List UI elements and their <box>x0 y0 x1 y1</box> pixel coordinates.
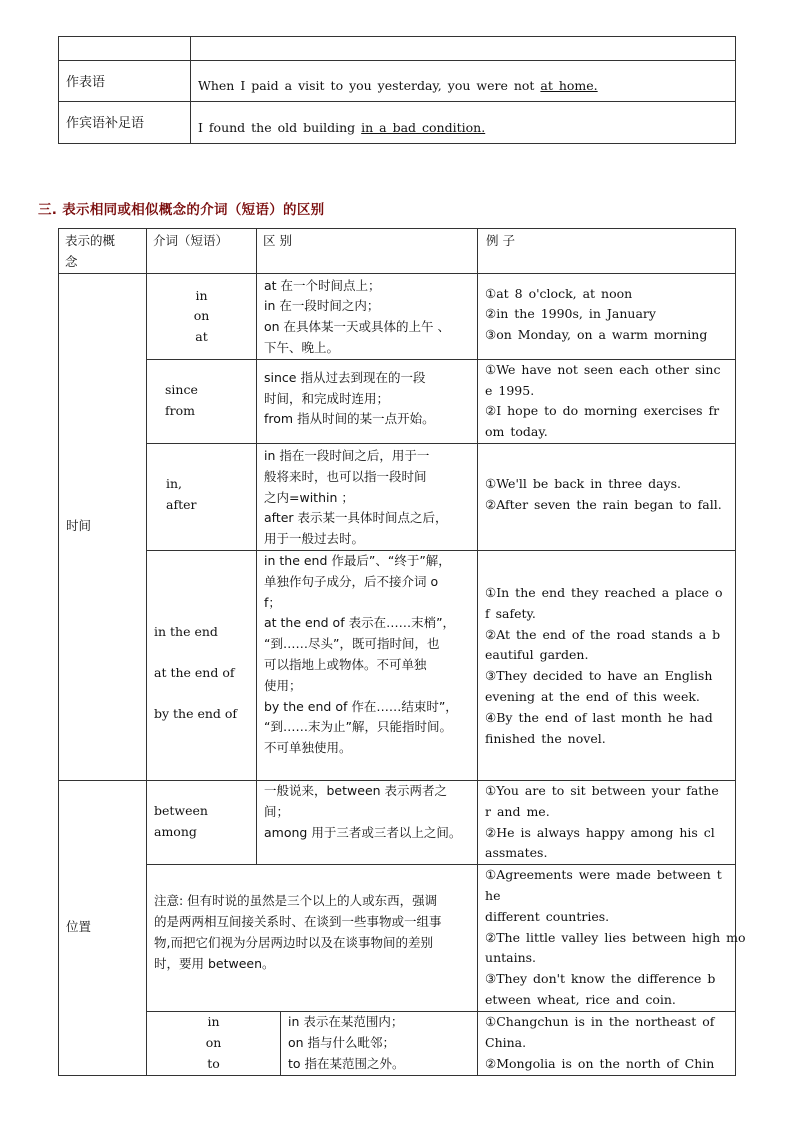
difference-line: in the end 作最后”、“终于”解， <box>264 552 451 568</box>
preposition-cell <box>147 273 257 359</box>
table-row <box>59 865 736 1012</box>
difference-cell <box>257 780 478 864</box>
concept-time: 时间 <box>59 273 147 780</box>
example-line: ②in the 1990s, in January <box>485 306 656 322</box>
usage-example-cell <box>191 37 736 61</box>
example-line: ②After seven the rain began to fall. <box>485 496 722 512</box>
difference-line: “到……尽头”，既可指时间，也 <box>264 636 440 652</box>
table-row <box>59 359 736 443</box>
preposition: in, <box>166 475 183 491</box>
header-concept-line: 念 <box>65 253 78 269</box>
difference-line: 不可单独使用。 <box>264 740 352 756</box>
example-underlined: at home. <box>540 78 598 94</box>
preposition-cell <box>147 359 257 443</box>
difference-cell <box>257 550 478 780</box>
preposition: between <box>154 802 208 818</box>
difference-line: from 指从时间的某一点开始。 <box>264 411 435 427</box>
preposition: from <box>165 402 195 418</box>
header-difference: 区 别 <box>257 229 478 274</box>
example-cell <box>478 550 736 780</box>
example-line: ③They decided to have an English <box>485 668 713 684</box>
difference-line: in 在一段时间之内； <box>264 298 380 314</box>
example-cell <box>478 443 736 550</box>
difference-line: 间； <box>264 803 290 819</box>
difference-cell <box>257 443 478 550</box>
difference-line: by the end of 作在……结束时”， <box>264 698 458 714</box>
example-line: ①Changchun is in the northeast of <box>485 1014 715 1030</box>
header-example: 例 子 <box>478 229 736 274</box>
difference-line: 般将来时，也可以指一段时间 <box>264 468 427 484</box>
difference-line: 之内=within ； <box>264 489 354 505</box>
difference-line: 可以指地上或物体。不可单独 <box>264 656 427 672</box>
preposition: since <box>165 381 198 397</box>
usage-example <box>191 102 736 144</box>
note-line: 的是两两相互间接关系时、在谈到一些事物或一组事 <box>154 913 442 929</box>
example-line: ②I hope to do morning exercises fr <box>485 403 720 419</box>
difference-line: on 指与什么毗邻； <box>288 1034 396 1050</box>
difference-line: 用于一般过去时。 <box>264 531 365 547</box>
example-underlined: in a bad condition. <box>361 120 486 136</box>
difference-line: at 在一个时间点上； <box>264 277 381 293</box>
usage-label: 作宾语补足语 <box>59 102 191 144</box>
example-line: etween wheat, rice and coin. <box>485 991 676 1007</box>
example-line: ①You are to sit between your fathe <box>485 782 719 798</box>
example-line: China. <box>485 1034 527 1050</box>
example-line: ④By the end of last month he had <box>485 709 713 725</box>
section-heading: 三. 表示相同或相似概念的介词（短语）的区别 <box>38 202 325 218</box>
difference-line: among 用于三者或三者以上之间。 <box>264 824 462 840</box>
difference-line: 时间，和完成时连用； <box>264 390 390 406</box>
preposition: on <box>193 308 210 324</box>
example-line: e 1995. <box>485 382 535 398</box>
header-concept <box>59 229 147 274</box>
difference-cell <box>257 359 478 443</box>
example-line: evening at the end of this week. <box>485 688 700 704</box>
example-line: finished the novel. <box>485 730 606 746</box>
example-line: ③They don't know the difference b <box>485 971 716 987</box>
preposition: after <box>166 496 197 512</box>
example-line: ②Mongolia is on the north of Chin <box>485 1055 715 1071</box>
preposition: in <box>207 1014 220 1030</box>
difference-line: on 在具体某一天或具体的上午 、 <box>264 319 451 335</box>
difference-line: 单独作句子成分，后不接介词 o <box>264 573 439 589</box>
difference-line: to 指在某范围之外。 <box>288 1055 405 1071</box>
concept-position: 位置 <box>59 780 147 1075</box>
table-row <box>59 102 736 144</box>
preposition: at the end of <box>154 664 235 680</box>
preposition: among <box>154 823 197 839</box>
example-text: I found the old building <box>198 120 362 136</box>
example-line: om today. <box>485 424 548 440</box>
difference-line: “到……末为止”解，只能指时间。 <box>264 719 452 735</box>
example-line: untains. <box>485 950 537 966</box>
difference-cell <box>281 1012 478 1075</box>
usage-example <box>191 61 736 102</box>
note-line: 物,而把它们视为分居两边时以及在谈事物间的差别 <box>154 934 433 950</box>
usage-label-cell <box>59 37 191 61</box>
preposition-cell <box>147 550 257 780</box>
header-concept-line: 表示的概 <box>65 233 116 248</box>
difference-line: in 表示在某范围内； <box>288 1014 404 1030</box>
table-header-row <box>59 229 736 274</box>
table-row <box>59 61 736 102</box>
preposition: in the end <box>154 623 218 639</box>
difference-line: at the end of 表示在……末梢”， <box>264 615 456 631</box>
example-line: ①In the end they reached a place o <box>485 584 723 600</box>
note-line: 注意: 但有时说的虽然是三个以上的人或东西，强调 <box>154 893 438 909</box>
difference-line: in 指在一段时间之后，用于一 <box>264 447 430 463</box>
example-cell <box>478 865 746 1012</box>
example-line: ③on Monday, on a warm morning <box>485 327 708 343</box>
difference-line: 下午、晚上。 <box>264 339 340 355</box>
example-cell <box>478 359 736 443</box>
example-line: ②The little valley lies between high mo <box>485 929 746 945</box>
table-row <box>59 37 736 61</box>
example-line: ①Agreements were made between t <box>485 867 722 883</box>
example-line: ②He is always happy among his cl <box>485 824 715 840</box>
difference-line: f； <box>264 594 281 610</box>
example-line: ①We have not seen each other sinc <box>485 361 721 377</box>
example-line: r and me. <box>485 803 550 819</box>
difference-line: after 表示某一具体时间点之后， <box>264 510 448 526</box>
preposition: to <box>207 1055 220 1071</box>
example-line: ②At the end of the road stands a b <box>485 626 721 642</box>
table-row <box>59 443 736 550</box>
example-cell <box>478 1012 736 1075</box>
note-line: 时，要用 between。 <box>154 955 275 971</box>
preposition-cell <box>147 443 257 550</box>
preposition-comparison-table <box>58 228 746 1076</box>
example-line: different countries. <box>485 908 610 924</box>
example-line: eautiful garden. <box>485 647 589 663</box>
preposition: in <box>195 287 208 303</box>
note-cell <box>147 865 478 1012</box>
usage-label: 作表语 <box>59 61 191 102</box>
table-row <box>59 1012 736 1075</box>
example-line: ①at 8 o'clock, at noon <box>485 285 633 301</box>
table-row <box>59 780 736 864</box>
example-cell <box>478 780 736 864</box>
difference-line: since 指从过去到现在的一段 <box>264 369 426 385</box>
example-line: assmates. <box>485 845 548 861</box>
table-row <box>59 550 736 780</box>
preposition: on <box>205 1034 222 1050</box>
difference-line: 使用； <box>264 677 302 693</box>
example-text: When I paid a visit to you yesterday, you were not <box>198 78 541 94</box>
example-cell <box>478 273 736 359</box>
usage-table <box>58 36 736 144</box>
header-preposition: 介词（短语） <box>147 229 257 274</box>
example-line: f safety. <box>485 605 536 621</box>
preposition: by the end of <box>154 705 238 721</box>
example-line: ①We'll be back in three days. <box>485 475 681 491</box>
preposition-cell <box>147 1012 281 1075</box>
preposition-cell <box>147 780 257 864</box>
preposition: at <box>195 329 208 345</box>
difference-cell <box>257 273 478 359</box>
example-line: he <box>485 887 501 903</box>
table-row <box>59 273 736 359</box>
difference-line: 一般说来，between 表示两者之 <box>264 782 448 798</box>
